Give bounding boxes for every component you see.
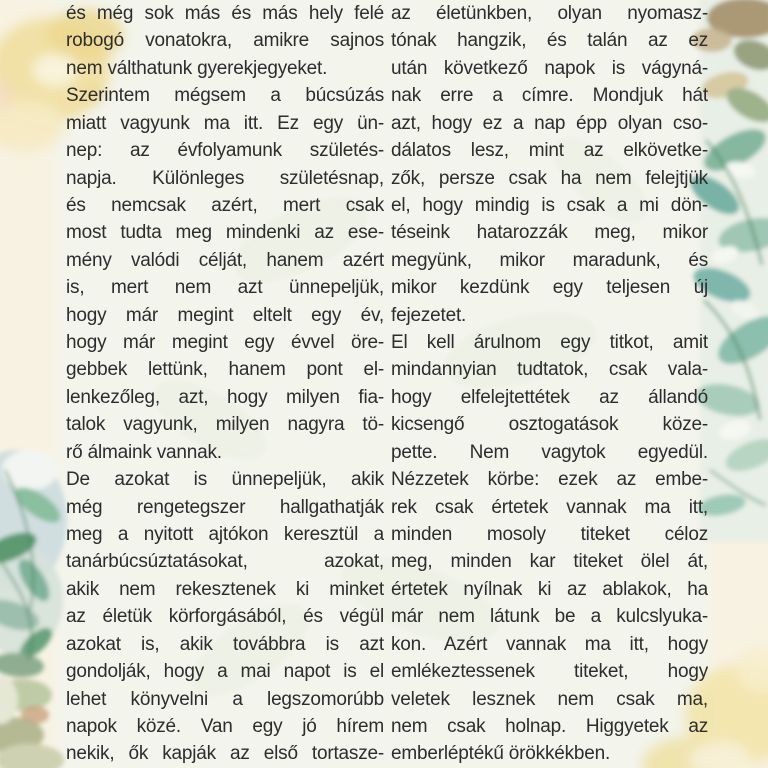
text-line: értetek nyílnak ki az ablakok, ha: [391, 578, 708, 600]
text-line: már nem látunk be a kulcslyuka-: [391, 606, 708, 628]
text-line: minden mosoly titeket céloz: [391, 524, 708, 546]
text-line: és még sok más és más hely felé: [66, 3, 384, 24]
text-line: emberléptékű örökkékben.: [391, 743, 611, 765]
text-line: gondolják, hogy a mai napot is el: [66, 661, 384, 683]
text-line: De azokat is ünnepeljük, akik: [66, 469, 384, 491]
text-line: gebbek lettünk, hanem pont el-: [66, 359, 384, 381]
text-line: téseink hatarozzák meg, mikor: [391, 222, 708, 244]
text-line: El kell árulnom egy titkot, amit: [391, 332, 708, 354]
text-line: zők, persze csak ha nem felejtjük: [391, 167, 708, 189]
text-line: nekik, ők kapják az első tortasze-: [66, 743, 384, 765]
text-line: meg a nyitott ajtókon keresztül a: [66, 524, 384, 546]
text-line: el, hogy mindig is csak a mi dön-: [391, 194, 708, 216]
text-line: és nemcsak azért, mert csak: [66, 194, 384, 216]
text-line: talok vagyunk, milyen nagyra tö-: [66, 414, 384, 436]
text-line: mindannyian tudtatok, csak vala-: [391, 359, 708, 381]
text-line: hogy már megint egy évvel öre-: [66, 332, 384, 354]
text-line: emlékeztessenek titeket, hogy: [391, 661, 708, 683]
text-line: is, mert nem azt ünnepeljük,: [66, 277, 384, 299]
text-line: lenkezőleg, azt, hogy milyen fia-: [66, 386, 384, 408]
text-line: napja. Különleges születésnap,: [66, 167, 384, 189]
text-line: akik nem rekesztenek ki minket: [66, 578, 384, 600]
text-line: robogó vonatokra, amikre sajnos: [66, 30, 384, 52]
text-line: azokat is, akik továbbra is azt: [66, 633, 384, 655]
text-line: napok közé. Van egy jó hírem: [66, 715, 384, 737]
text-line: lehet könyvelni a legszomorúbb: [66, 688, 384, 710]
text-line: után következő napok is vágyná-: [391, 57, 708, 79]
text-line: kon. Azért vannak ma itt, hogy: [391, 633, 708, 655]
text-column-right: [391, 0, 708, 768]
text-line: most tudta meg mindenki az ese-: [66, 222, 384, 244]
text-line: mikor kezdünk egy teljesen új: [391, 277, 708, 299]
text-line: mény valódi célját, hanem azért: [66, 249, 384, 271]
text-line: az életünkben, olyan nyomasz-: [391, 3, 708, 24]
text-line: Nézzetek körbe: ezek az embe-: [391, 469, 708, 491]
text-line: nem válthatunk gyerekjegyeket.: [66, 57, 328, 79]
text-line: veletek lesznek nem csak ma,: [391, 688, 708, 710]
text-line: pette. Nem vagytok egyedül.: [391, 441, 708, 463]
text-line: nem csak holnap. Higgyetek az: [391, 715, 708, 737]
text-line: tónak hangzik, és talán az ez: [391, 30, 708, 52]
text-line: hogy elfelejtettétek az állandó: [391, 386, 708, 408]
text-line: tanárbúcsúztatásokat, azokat,: [66, 551, 384, 573]
text-line: dálatos lesz, mint az elkövetke-: [391, 140, 708, 162]
text-line: megyünk, mikor maradunk, és: [391, 249, 708, 271]
text-line: azt, hogy ez a nap épp olyan cso-: [391, 112, 708, 134]
text-column-left: [66, 0, 384, 768]
text-line: Szerintem mégsem a búcsúzás: [66, 85, 384, 107]
text-line: meg, minden kar titeket ölel át,: [391, 551, 708, 573]
text-line: rő álmaink vannak.: [66, 441, 222, 463]
text-line: hogy már megint eltelt egy év,: [66, 304, 384, 326]
text-line: miatt vagyunk ma itt. Ez egy ün-: [66, 112, 384, 134]
text-line: fejezetet.: [391, 304, 467, 326]
text-line: rek csak értetek vannak ma itt,: [391, 496, 708, 518]
text-line: az életük körforgásából, és végül: [66, 606, 384, 628]
text-line: még rengetegszer hallgathatják: [66, 496, 384, 518]
text-line: kicsengő osztogatások köze-: [391, 414, 708, 436]
text-line: nep: az évfolyamunk születés-: [66, 140, 384, 162]
text-line: nak erre a címre. Mondjuk hát: [391, 85, 708, 107]
